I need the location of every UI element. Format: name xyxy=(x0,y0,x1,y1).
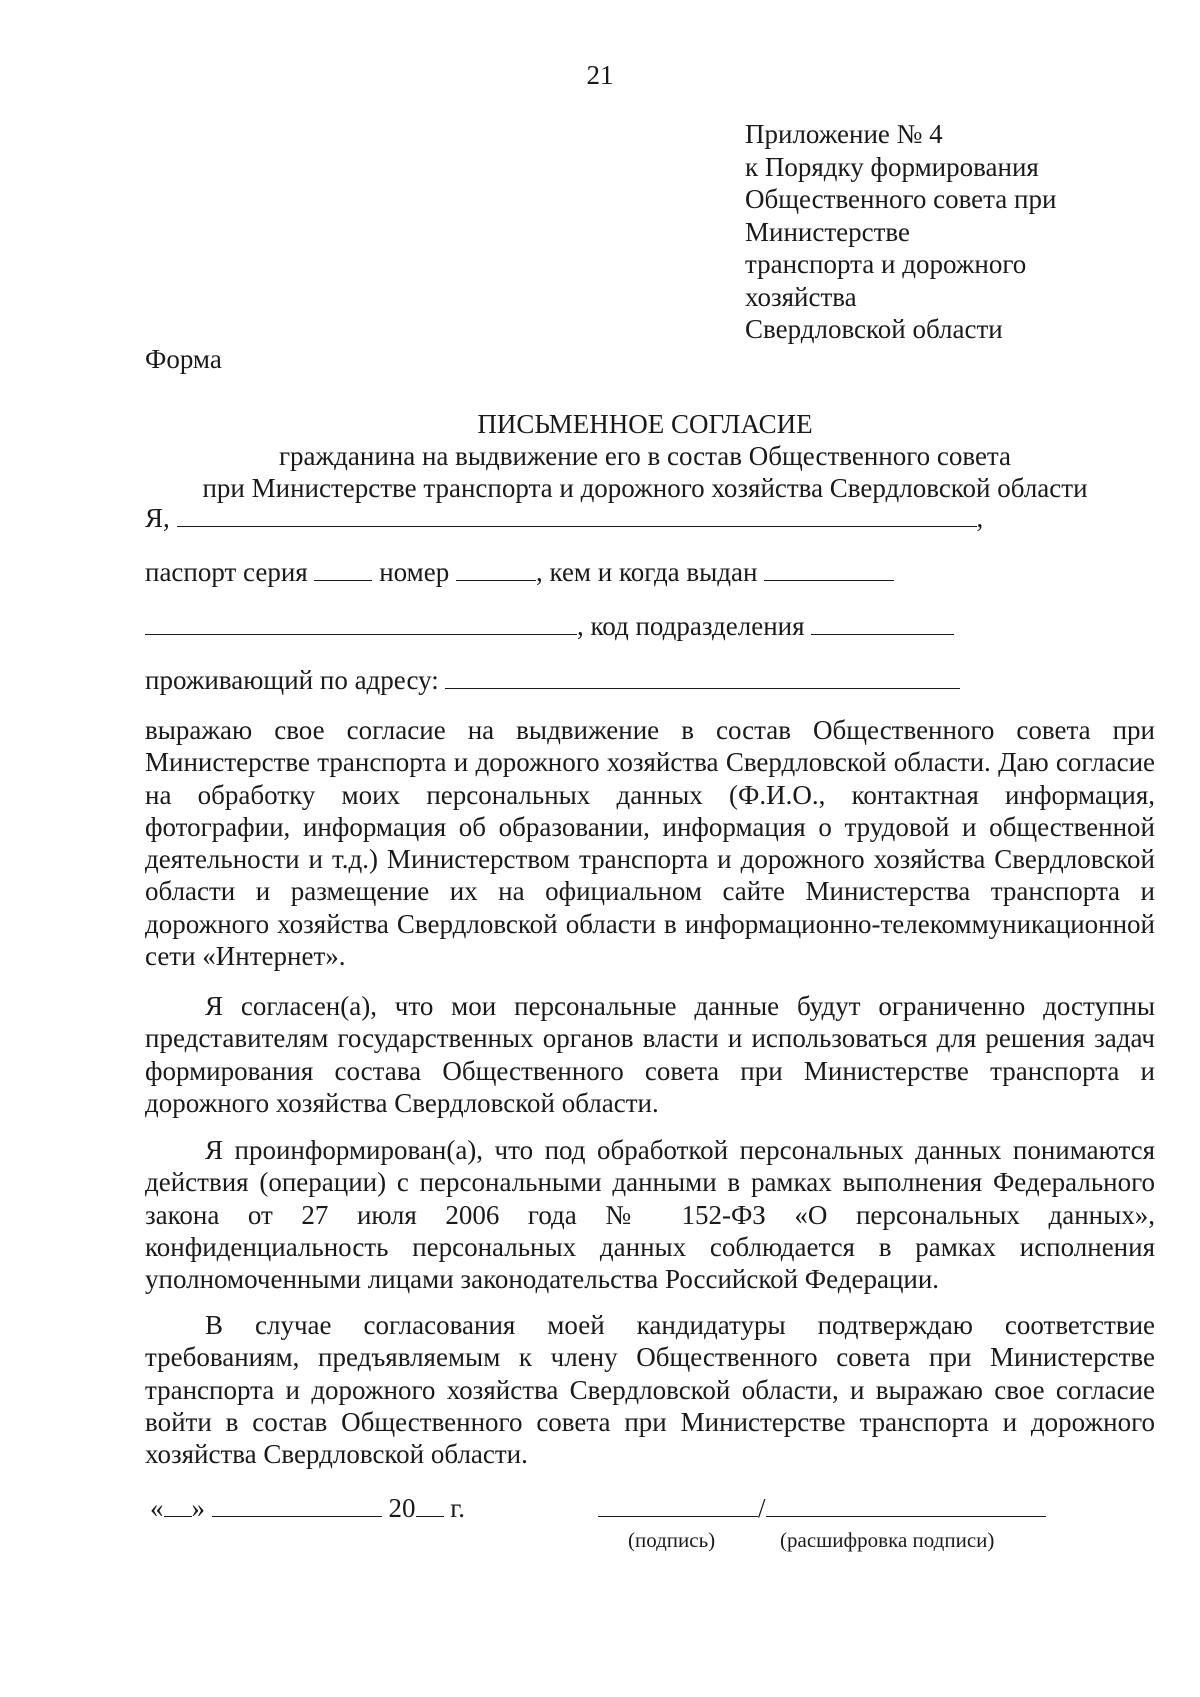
appendix-line: к Порядку формирования xyxy=(745,151,1039,182)
document-subtitle xyxy=(0,440,1200,504)
candidacy-paragraph: В случае согласования моей кандидатуры подтверждаю соответствие требованиям, предъявляемым к члену Общественного совета при Министерстве транспорта и дорожного хозяйства Свердловской области, и выражаю свое согласие войти в состав Общественного совета при Министерстве транспорта и дорожного хозяйства Свердловской области. xyxy=(145,1310,1155,1470)
signature-decode-blank[interactable] xyxy=(766,1494,1046,1517)
passport-line xyxy=(145,557,894,588)
year-prefix: 20 xyxy=(388,1493,416,1523)
appendix-line: транспорта и дорожного xyxy=(745,249,1027,279)
subtitle-line-1: гражданина на выдвижение его в состав Общественного совета xyxy=(278,441,1012,471)
document-title: ПИСЬМЕННОЕ СОГЛАСИЕ xyxy=(477,409,813,439)
passport-number-label: номер xyxy=(379,557,450,587)
subtitle-line-2: при Министерстве транспорта и дорожного хозяйства Свердловской области xyxy=(202,473,1088,503)
issued-by-blank[interactable] xyxy=(764,558,894,581)
date-line xyxy=(150,1493,465,1524)
name-blank[interactable] xyxy=(177,504,977,527)
issued-by-label: , кем и когда выдан xyxy=(536,557,758,587)
appendix-header xyxy=(745,118,1056,346)
form-label: Форма xyxy=(145,344,222,374)
issuer-blank[interactable] xyxy=(145,612,577,635)
address-blank[interactable] xyxy=(445,666,960,689)
day-blank[interactable] xyxy=(164,1494,192,1517)
signature-blank[interactable] xyxy=(598,1494,758,1517)
date-close-quote: » xyxy=(191,1493,205,1523)
division-code-blank[interactable] xyxy=(811,612,954,635)
address-line xyxy=(145,665,960,696)
date-open-quote: « xyxy=(150,1493,164,1523)
division-line xyxy=(145,611,954,642)
address-label: проживающий по адресу: xyxy=(145,665,439,695)
name-suffix: , xyxy=(976,503,984,533)
signature-separator: / xyxy=(758,1493,766,1523)
passport-series-label: паспорт серия xyxy=(145,557,308,587)
month-blank[interactable] xyxy=(212,1494,382,1517)
year-blank[interactable] xyxy=(416,1494,444,1517)
page-number: 21 xyxy=(586,60,614,90)
passport-series-blank[interactable] xyxy=(314,558,372,581)
processing-paragraph: Я проинформирован(а), что под обработкой персональных данных понимаются действия (операции) с персональными данными в рамках выполнения Федерального закона от 27 июля 2006 года № 152-ФЗ «О персональных данных», конфиденциальность персональных данных соблюдается в рамках исполнения уполномоченными лицами законодательства Российской Федерации. xyxy=(145,1135,1155,1295)
name-line xyxy=(145,503,983,534)
signature-caption: (подпись) xyxy=(628,1528,716,1552)
name-prefix: Я, xyxy=(145,503,170,533)
appendix-line: хозяйства xyxy=(745,281,857,312)
signature-line xyxy=(598,1493,1046,1524)
appendix-line: Приложение № 4 xyxy=(745,119,943,149)
division-code-label: , код подразделения xyxy=(577,611,805,641)
appendix-line: Общественного совета при xyxy=(745,184,1057,214)
year-suffix: г. xyxy=(450,1493,466,1523)
access-paragraph: Я согласен(а), что мои персональные данные будут ограниченно доступны представителям государственных органов власти и использоваться для решения задач формирования состава Общественного совета при Министерстве транспорта и дорожного хозяйства Свердловской области. xyxy=(145,991,1155,1118)
appendix-line: Министерстве xyxy=(745,216,910,247)
appendix-line: Свердловской области xyxy=(745,314,1003,344)
passport-number-blank[interactable] xyxy=(456,558,536,581)
signature-decode-caption: (расшифровка подписи) xyxy=(780,1528,995,1552)
consent-paragraph: выражаю свое согласие на выдвижение в состав Общественного совета при Министерстве транспорта и дорожного хозяйства Свердловской области. Даю согласие на обработку моих персональных данных (Ф.И.О., контактная информация, фотографии, информация об образовании, информация о трудовой и общественной деятельности и т.д.) Министерством транспорта и дорожного хозяйства Свердловской области и размещение их на официальном сайте Министерства транспорта и дорожного хозяйства Свердловской области в информационно-телекоммуникационной сети «Интернет». xyxy=(145,715,1155,972)
